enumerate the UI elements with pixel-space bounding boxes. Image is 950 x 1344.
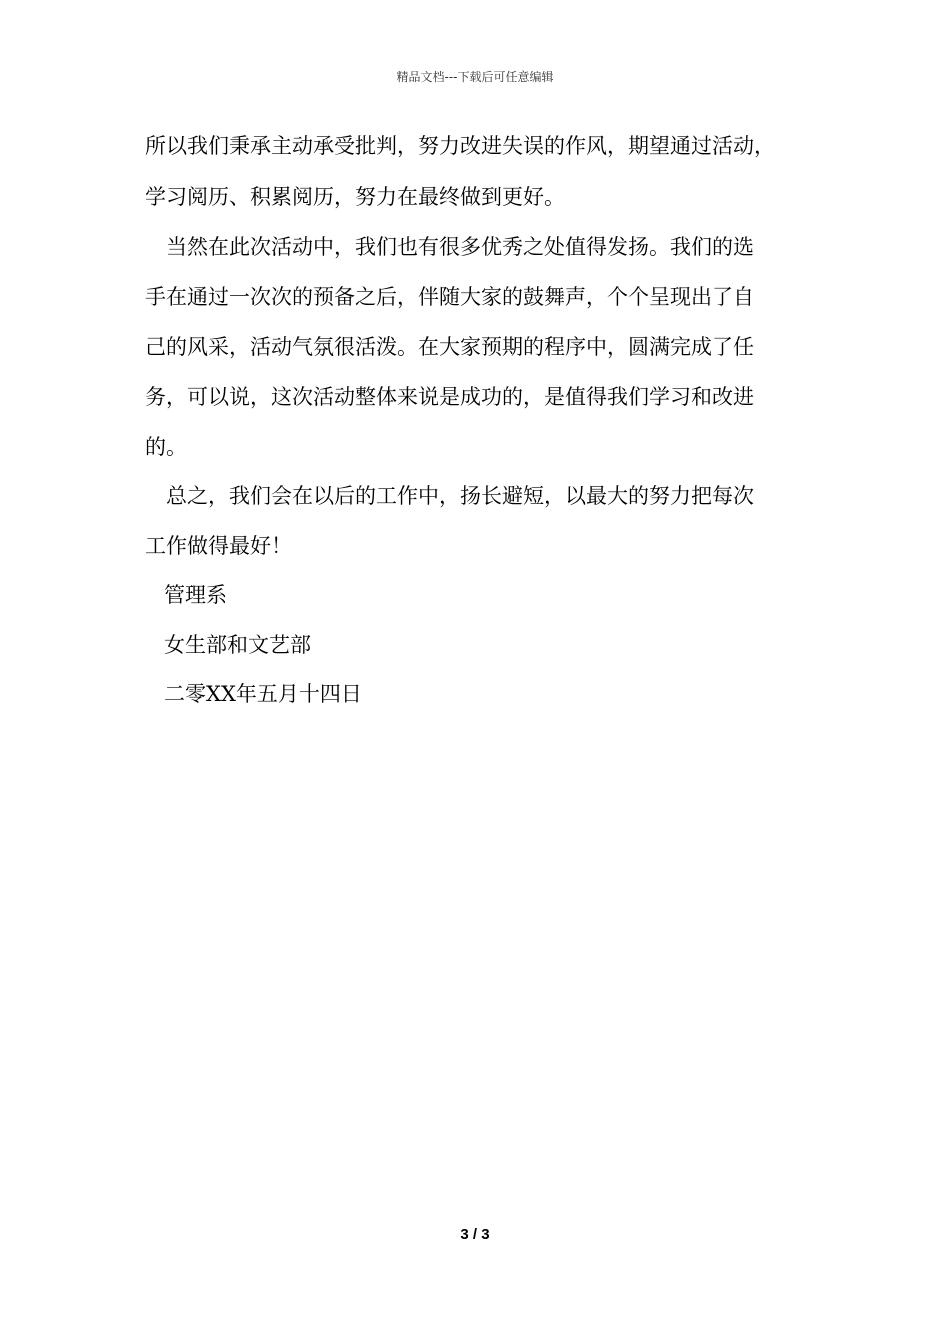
body-line-5: 己的风采，活动气氛很活泼。在大家预期的程序中，圆满完成了任 — [145, 335, 754, 359]
body-line-2: 学习阅历、积累阅历，努力在最终做到更好。 — [145, 185, 565, 209]
body-line-4: 手在通过一次次的预备之后，伴随大家的鼓舞声，个个呈现出了自 — [145, 285, 754, 309]
body-line-9: 工作做得最好！ — [145, 534, 292, 558]
body-line-7: 的。 — [145, 435, 187, 459]
body-line-8: 总之，我们会在以后的工作中，扬长避短，以最大的努力把每次 — [166, 484, 754, 508]
signature-date: 二零XX年五月十四日 — [164, 682, 362, 706]
page-number: 3 / 3 — [460, 1226, 490, 1243]
body-line-6: 务，可以说，这次活动整体来说是成功的，是值得我们学习和改进 — [145, 385, 754, 409]
signature-department: 管理系 — [164, 583, 227, 607]
signature-units: 女生部和文艺部 — [164, 633, 311, 657]
body-line-3: 当然在此次活动中，我们也有很多优秀之处值得发扬。我们的选 — [166, 235, 754, 259]
page-header: 精品文档---下载后可任意编辑 — [396, 70, 554, 84]
body-line-1: 所以我们秉承主动承受批判，努力改进失误的作风，期望通过活动， — [145, 134, 775, 158]
